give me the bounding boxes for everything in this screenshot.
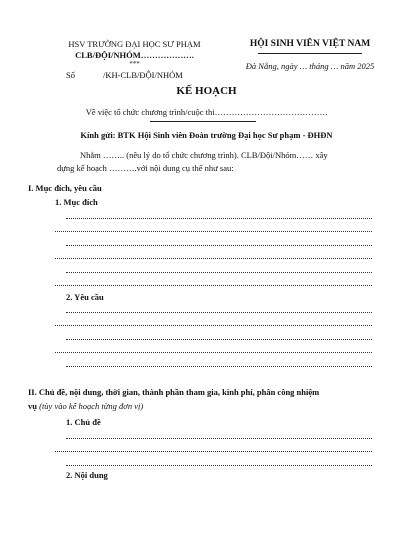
fill-line	[55, 451, 372, 452]
section-1-requirements-heading: 2. Yêu cầu	[66, 292, 104, 302]
document-subject: Về việc tổ chức chương trình/cuộc thi………………………………….	[85, 107, 328, 117]
fill-line	[66, 245, 372, 246]
club-unit: CLB/ĐỘI/NHÓM……………….	[75, 50, 194, 60]
fill-line	[66, 312, 372, 313]
fill-line	[55, 352, 372, 353]
fill-line	[66, 272, 372, 273]
intro-line-2: dựng kế hoạch ……….với nội dung cụ thể như sau:	[57, 163, 234, 173]
section-2-heading-continued	[28, 402, 143, 411]
document-title: KẾ HOẠCH	[176, 85, 237, 97]
stars-divider: ***	[129, 60, 140, 68]
fill-line	[55, 231, 372, 232]
org-name-right: HỘI SINH VIÊN VIỆT NAM	[249, 39, 371, 49]
fill-line	[66, 366, 372, 367]
fill-line	[55, 285, 372, 286]
recipient: Kính gửi: BTK Hội Sinh viên Đoàn trường Đại học Sư phạm - ĐHĐN	[80, 130, 333, 140]
fill-line	[66, 218, 372, 219]
subject-underline	[150, 121, 256, 122]
intro-line-1: Nhằm …….. (nêu lý do tổ chức chương trình). CLB/Đội/Nhóm…… xây	[80, 150, 328, 160]
fill-line	[66, 438, 372, 439]
section-1-heading: I. Mục đích, yêu cầu	[28, 183, 102, 193]
section-2-heading-tail: vụ	[28, 401, 37, 411]
fill-line	[55, 325, 372, 326]
fill-line	[66, 465, 372, 466]
fill-line	[66, 339, 372, 340]
section-2-content-heading: 2. Nội dung	[66, 470, 108, 480]
section-2-heading: II. Chủ đề, nội dung, thời gian, thành phần tham gia, kinh phí, phân công nhiệm	[28, 387, 320, 397]
section-1-purpose-heading: 1. Mục đích	[55, 197, 98, 207]
section-2-note: (tùy vào kế hoạch từng đơn vị)	[36, 401, 144, 411]
org-name-left: HSV TRƯỜNG ĐẠI HỌC SƯ PHẠM	[68, 39, 201, 49]
section-2-topic-heading: 1. Chủ đề	[66, 417, 101, 427]
fill-line	[55, 258, 372, 259]
number-label: Số	[66, 70, 75, 80]
header-underline	[258, 53, 362, 54]
document-number-code: /KH-CLB/ĐỘI/NHÓM	[103, 70, 183, 80]
place-date: Đà Nẵng, ngày … tháng … năm 2025	[245, 61, 375, 71]
